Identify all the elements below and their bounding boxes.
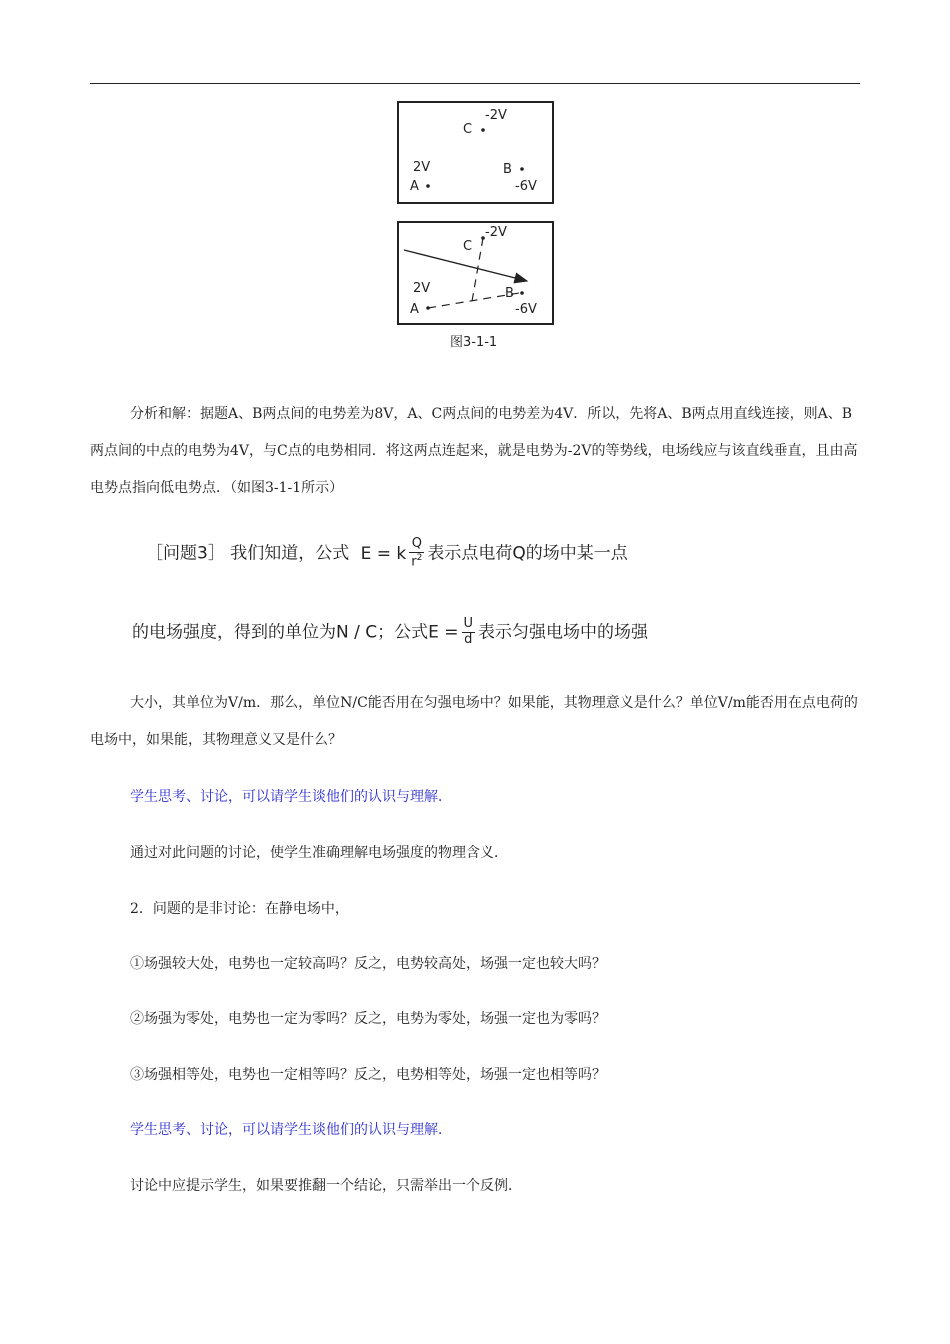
point-b [520,167,524,171]
purpose-paragraph: 通过对此问题的讨论，使学生准确理解电场强度的物理含义． [130,845,508,861]
fraction-numerator: U [463,616,474,631]
question-3-line-1-end: 表示点电荷Q的场中某一点 [427,543,628,564]
label-a-voltage: 2V [413,281,431,296]
formula-uniform-field-fraction [462,617,476,648]
equipotential-line [471,238,483,307]
question-b: ②场强为零处，电势也一定为零吗？反之，电势为零处，场强一定也为零吗？ [130,1011,606,1027]
label-b-voltage: -6V [515,179,537,194]
question-3-line-2-start: 的电场强度，得到的单位为N / C；公式E = [132,622,459,643]
label-c: C [463,122,473,137]
point-c [481,128,485,132]
label-a: A [410,302,419,317]
question-3-continuation: 大小，其单位为V/m．那么，单位N/C能否用在匀强电场中？如果能，其物理意义是什么？单位V/m能否用在点电荷的电场中，如果能，其物理意义又是什么？ [90,695,858,748]
question-3-line-2-end: 表示匀强电场中的场强 [478,622,649,643]
analysis-paragraph: 分析和解：据题A、B两点间的电势差为8V，A、C两点间的电势差为4V．所以，先将A、B两点用直线连接，则A、B两点间的中点的电势为4V，与C点的电势相同．将这两点连起来，就是电势为-2V的等势线，电场线应与该直线垂直，且由高电势点指向低电势点．（如图3-1-1所示） [90,406,858,496]
figure-panel-2 [397,221,554,325]
label-c-voltage: -2V [485,225,507,240]
figure-panel-1 [397,101,554,204]
label-c: C [463,239,473,254]
fraction-denominator: r [411,554,417,570]
label-b: B [505,286,514,301]
label-b-voltage: -6V [515,302,537,317]
figure-caption: 图3-1-1 [450,335,498,350]
question-3-line-2 [132,617,648,648]
question-3-line-1 [146,537,628,570]
label-a-voltage: 2V [413,160,431,175]
field-line-arrow [404,250,527,281]
label-a: A [410,179,419,194]
student-discussion-2: 学生思考、讨论，可以请学生谈他们的认识与理解． [130,1122,452,1138]
formula-point-charge-lhs: E = k [360,543,407,564]
formula-point-charge-fraction [409,537,424,570]
fraction-numerator: Q [409,537,424,553]
fraction-exponent: 2 [416,552,423,563]
question-a: ①场强较大处，电势也一定较高吗？反之，电势较高处，场强一定也较大吗？ [130,956,606,972]
header-rule [90,83,860,84]
question-3-intro: ［问题3］ 我们知道，公式 [146,543,350,564]
point-b [520,291,524,295]
question-c: ③场强相等处，电势也一定相等吗？反之，电势相等处，场强一定也相等吗？ [130,1067,606,1083]
point-a [426,306,430,310]
item-2-heading: 2．问题的是非讨论：在静电场中， [130,901,349,917]
point-a [426,184,430,188]
fraction-denominator: d [464,631,473,647]
label-b: B [503,162,512,177]
hint-paragraph: 讨论中应提示学生，如果要推翻一个结论，只需举出一个反例． [130,1178,522,1194]
student-discussion-1: 学生思考、讨论，可以请学生谈他们的认识与理解． [130,789,452,805]
label-c-voltage: -2V [485,108,507,123]
